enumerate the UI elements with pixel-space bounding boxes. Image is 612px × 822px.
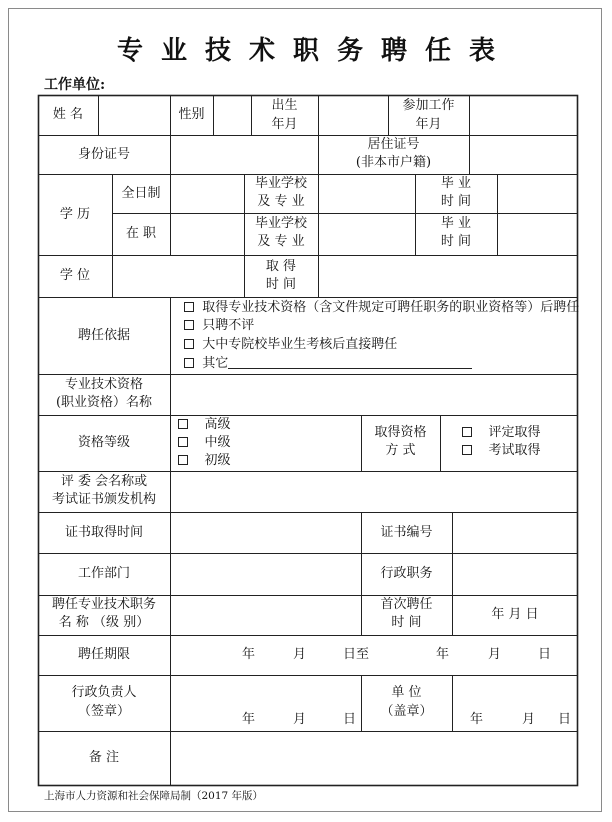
id-field[interactable] (171, 136, 318, 174)
birth-field[interactable] (319, 96, 388, 135)
unit-sign-year: 年 (470, 712, 484, 727)
appoint-post-label-line2: 名 称 （级 别） (58, 615, 150, 630)
remark-label: 备 注 (88, 750, 120, 765)
checkbox-basis-1[interactable] (184, 302, 194, 312)
checkbox-basis-3[interactable] (184, 339, 194, 349)
term-end-day: 日 (538, 647, 552, 662)
onjob-grad-label-line2: 时 间 (440, 234, 472, 249)
committee-field[interactable] (171, 472, 577, 512)
checkbox-method-evaluate[interactable] (462, 427, 472, 437)
checkbox-basis-2[interactable] (184, 320, 194, 330)
fulltime-education-field[interactable] (171, 175, 244, 213)
gender-label: 性别 (178, 107, 205, 122)
fulltime-grad-label-line1: 毕 业 (440, 176, 472, 191)
obtain-method-label-line2: 方 式 (385, 443, 416, 458)
name-field[interactable] (99, 96, 170, 135)
onjob-education-field[interactable] (171, 214, 244, 255)
admin-post-field[interactable] (453, 554, 577, 595)
work-unit-label: 工作单位: (44, 77, 106, 93)
basis-option-2[interactable] (184, 317, 254, 335)
first-appoint-label-line1: 首次聘任 (380, 597, 433, 612)
work-start-label-line1: 参加工作 (402, 98, 455, 113)
degree-label: 学 位 (59, 268, 91, 283)
appoint-post-field[interactable] (171, 596, 361, 635)
other-basis-input[interactable] (228, 356, 472, 369)
birth-label-line2: 年月 (271, 117, 298, 132)
admin-head-label-line1: 行政负责人 (71, 685, 137, 700)
admin-sign-year: 年 (242, 712, 256, 727)
onjob-grad-field[interactable] (498, 214, 577, 255)
checkbox-level-mid[interactable] (178, 437, 188, 447)
committee-label-line1: 评 委 会名称或 (60, 474, 148, 489)
form-title: 专业技术职务聘任表 (116, 36, 513, 66)
dept-label: 工作部门 (77, 566, 130, 581)
unit-seal-label-line1: 单 位 (391, 685, 422, 700)
level-mid-text: 中级 (204, 435, 231, 450)
appoint-post-label-line1: 聘任专业技术职务 (51, 597, 156, 612)
gender-field[interactable] (214, 96, 251, 135)
term-start-day: 日至 (343, 647, 370, 662)
admin-sign-month: 月 (293, 712, 307, 727)
basis-option-1[interactable] (184, 299, 579, 317)
checkbox-level-high[interactable] (178, 419, 188, 429)
qual-name-field[interactable] (171, 375, 577, 415)
level-option-mid[interactable] (178, 434, 231, 452)
method-option-evaluate[interactable] (462, 424, 541, 442)
admin-sign-day: 日 (343, 712, 357, 727)
id-label: 身份证号 (77, 147, 130, 162)
unit-sign-day: 日 (558, 712, 572, 727)
onjob-school-label-line1: 毕业学校 (254, 216, 307, 231)
term-label: 聘任期限 (77, 647, 130, 662)
degree-time-field[interactable] (319, 256, 577, 297)
residence-label-line1: 居住证号 (367, 137, 420, 152)
degree-field[interactable] (113, 256, 244, 297)
level-junior-text: 初级 (204, 453, 231, 468)
footer-note: 上海市人力资源和社会保障局制（2017 年版） (44, 790, 264, 802)
basis-option-3-text: 大中专院校毕业生考核后直接聘任 (202, 337, 398, 352)
admin-post-label: 行政职务 (380, 566, 433, 581)
basis-option-4[interactable] (184, 355, 472, 373)
admin-head-signature-field[interactable] (171, 676, 361, 731)
fulltime-grad-field[interactable] (498, 175, 577, 213)
fulltime-school-label-line2: 及 专 业 (257, 194, 305, 209)
term-end-month: 月 (488, 647, 502, 662)
admin-head-label-line2: （签章） (77, 704, 130, 719)
fulltime-school-label-line1: 毕业学校 (254, 176, 307, 191)
qual-level-label: 资格等级 (77, 435, 130, 450)
onjob-label: 在 职 (125, 226, 157, 241)
first-appoint-label-line2: 时 间 (391, 615, 422, 630)
cert-time-field[interactable] (171, 513, 361, 553)
cert-time-label: 证书取得时间 (64, 525, 143, 540)
fulltime-label: 全日制 (121, 186, 161, 201)
work-start-field[interactable] (470, 96, 577, 135)
committee-label-line2: 考试证书颁发机构 (51, 492, 156, 507)
remark-field[interactable] (171, 732, 577, 785)
residence-label-line2: (非本市户籍) (355, 155, 432, 170)
method-option-exam[interactable] (462, 442, 541, 460)
cert-no-label: 证书编号 (380, 525, 433, 540)
unit-seal-label-line2: （盖章） (380, 704, 433, 719)
cert-no-field[interactable] (453, 513, 577, 553)
degree-obtain-label-line1: 取 得 (265, 259, 297, 274)
onjob-school-label-line2: 及 专 业 (257, 234, 305, 249)
basis-label: 聘任依据 (77, 328, 130, 343)
qual-name-label-line1: 专业技术资格 (64, 377, 143, 392)
dept-field[interactable] (171, 554, 361, 595)
onjob-grad-label-line1: 毕 业 (440, 216, 472, 231)
basis-option-4-text: 其它 (202, 356, 229, 371)
fulltime-grad-label-line2: 时 间 (440, 194, 472, 209)
fulltime-school-field[interactable] (319, 175, 415, 213)
degree-obtain-label-line2: 时 间 (265, 277, 297, 292)
work-start-label-line2: 年月 (415, 117, 442, 132)
basis-option-1-text: 取得专业技术资格（含文件规定可聘任职务的职业资格等）后聘任 (202, 300, 580, 315)
level-high-text: 高级 (204, 417, 231, 432)
birth-label-line1: 出生 (271, 98, 298, 113)
onjob-school-field[interactable] (319, 214, 415, 255)
level-option-junior[interactable] (178, 452, 231, 470)
checkbox-basis-4[interactable] (184, 358, 194, 368)
education-label: 学 历 (59, 207, 91, 222)
qual-name-label-line2: (职业资格）名称 (55, 395, 153, 410)
basis-option-3[interactable] (184, 336, 397, 354)
level-option-high[interactable] (178, 416, 231, 434)
residence-field[interactable] (470, 136, 577, 174)
checkbox-level-junior[interactable] (178, 455, 188, 465)
unit-sign-month: 月 (522, 712, 536, 727)
term-end-year: 年 (436, 647, 450, 662)
method-exam-text: 考试取得 (488, 443, 541, 458)
first-appoint-date[interactable]: 年 月 日 (491, 607, 539, 622)
obtain-method-label-line1: 取得资格 (374, 425, 427, 440)
name-label: 姓 名 (52, 107, 84, 122)
term-start-year: 年 (242, 647, 256, 662)
checkbox-method-exam[interactable] (462, 445, 472, 455)
basis-option-2-text: 只聘不评 (202, 318, 255, 333)
method-evaluate-text: 评定取得 (488, 425, 541, 440)
term-start-month: 月 (293, 647, 307, 662)
